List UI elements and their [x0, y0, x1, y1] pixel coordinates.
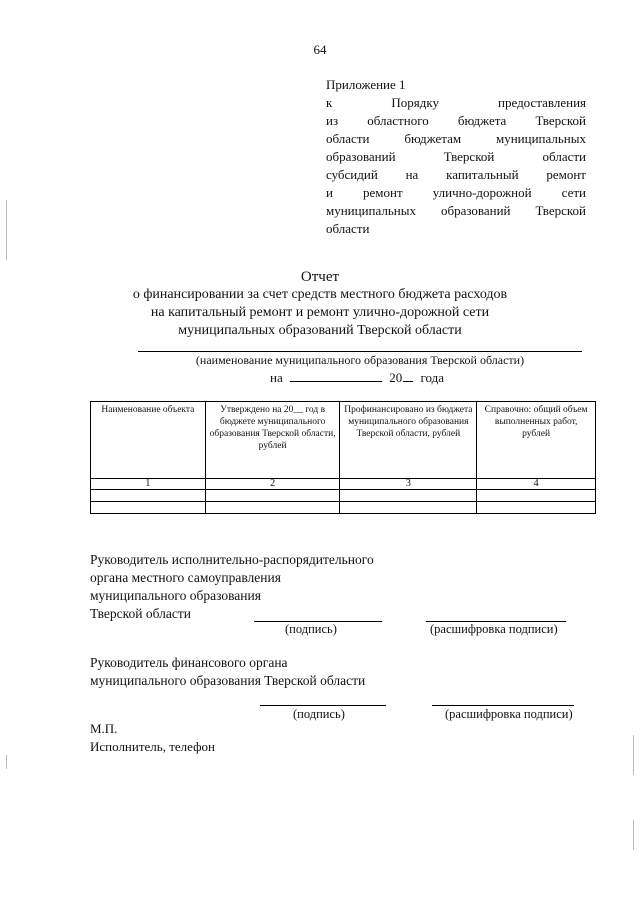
column-number: 4	[477, 479, 596, 490]
header-work-volume: Справочно: общий объем выполненных работ, рублей	[477, 402, 596, 479]
signature-decoding-caption: (расшифровка подписи)	[445, 707, 573, 721]
table-cell[interactable]	[477, 490, 596, 502]
signature-title-line: Руководитель финансового органа	[90, 655, 288, 670]
report-subtitle-line: о финансировании за счет средств местного бюджета расходов	[132, 287, 508, 302]
scan-artifact	[6, 200, 7, 260]
appendix-line: из областного бюджета Тверской	[326, 113, 586, 128]
scan-artifact	[633, 820, 634, 850]
period-prefix: на	[270, 370, 283, 385]
scan-artifact	[6, 755, 7, 769]
municipality-name-line[interactable]	[138, 351, 582, 352]
signature-title-line: муниципального образования	[90, 588, 261, 603]
scan-artifact	[633, 735, 634, 775]
appendix-line: области бюджетам муниципальных	[326, 131, 586, 146]
page-number: 64	[313, 42, 327, 57]
report-heading: Отчет	[300, 269, 340, 285]
report-subtitle-line: на капитальный ремонт и ремонт улично-дорожной сети	[150, 305, 490, 320]
signature-title-line: Руководитель исполнительно-распорядительного	[90, 552, 374, 567]
appendix-line: субсидий на капитальный ремонт	[326, 167, 586, 182]
signature-decoding-caption: (расшифровка подписи)	[430, 622, 558, 636]
header-approved: Утверждено на 20__ год в бюджете муниципального образования Тверской области, рублей	[205, 402, 340, 479]
report-subtitle-line: муниципальных образований Тверской области	[178, 323, 462, 338]
table-number-row	[91, 479, 596, 490]
appendix-line: образований Тверской области	[326, 149, 586, 164]
table-cell[interactable]	[91, 502, 206, 514]
report-table	[90, 401, 596, 514]
period-year-blank[interactable]	[403, 369, 413, 382]
column-number: 3	[340, 479, 477, 490]
table-row	[91, 490, 596, 502]
appendix-line: Приложение 1	[326, 77, 406, 92]
appendix-line: и ремонт улично-дорожной сети	[326, 185, 586, 200]
appendix-line: области	[326, 221, 370, 236]
signature-caption: (подпись)	[285, 622, 337, 636]
municipality-caption: (наименование муниципального образования Тверской области)	[195, 353, 525, 367]
signature-title-line: Тверской области	[90, 606, 191, 621]
table-cell[interactable]	[340, 502, 477, 514]
table-cell[interactable]	[91, 490, 206, 502]
table-cell[interactable]	[477, 502, 596, 514]
table-cell[interactable]	[205, 502, 340, 514]
table-cell[interactable]	[205, 490, 340, 502]
column-number: 1	[91, 479, 206, 490]
header-object-name: Наименование объекта	[91, 402, 206, 479]
appendix-line: муниципальных образований Тверской	[326, 203, 586, 218]
column-number: 2	[205, 479, 340, 490]
table-header-row	[91, 402, 596, 479]
appendix-line: к Порядку предоставления	[326, 95, 586, 110]
period-date-blank[interactable]	[290, 369, 382, 382]
period-year-prefix: 20	[389, 370, 403, 385]
footer-block	[90, 720, 215, 756]
report-period	[270, 369, 444, 386]
signature-caption: (подпись)	[293, 707, 345, 721]
signature-title-line: муниципального образования Тверской области	[90, 673, 366, 688]
table-row	[91, 502, 596, 514]
signature-decoding-line[interactable]	[432, 705, 574, 706]
executor-label: Исполнитель, телефон	[90, 739, 215, 754]
stamp-label: М.П.	[90, 721, 118, 736]
header-financed: Профинансировано из бюджета муниципального образования Тверской области, рублей	[340, 402, 477, 479]
appendix-block	[326, 76, 586, 238]
signature-block-finance	[90, 654, 365, 690]
signature-title-line: органа местного самоуправления	[90, 570, 281, 585]
report-title	[0, 268, 640, 340]
period-suffix: года	[420, 370, 445, 385]
table-cell[interactable]	[340, 490, 477, 502]
signature-line[interactable]	[260, 705, 386, 706]
signature-block-head	[90, 551, 374, 623]
